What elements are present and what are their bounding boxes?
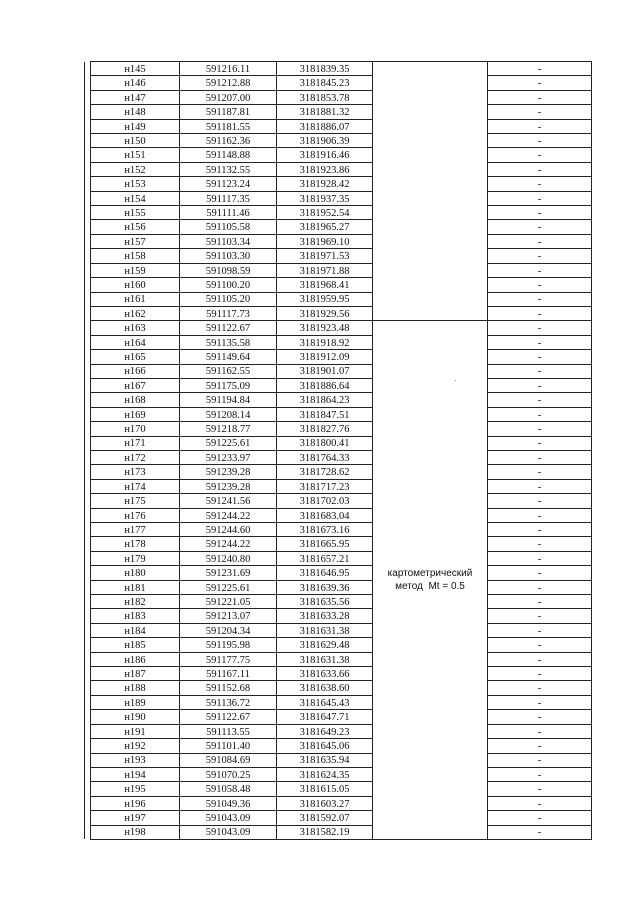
error-cell: - [488, 234, 592, 248]
x-coordinate-cell: 591239.28 [180, 465, 277, 479]
table-row [85, 508, 592, 522]
table-row [85, 90, 592, 104]
x-coordinate-cell: 591148.88 [180, 148, 277, 162]
y-coordinate-cell: 3181971.88 [277, 263, 373, 277]
y-coordinate-cell: 3181639.36 [277, 580, 373, 594]
y-coordinate-cell: 3181629.48 [277, 638, 373, 652]
x-coordinate-cell: 591122.67 [180, 710, 277, 724]
error-cell: - [488, 753, 592, 767]
point-number-cell: н187 [91, 667, 180, 681]
error-cell: - [488, 321, 592, 335]
coordinates-table [84, 61, 592, 840]
y-coordinate-cell: 3181969.10 [277, 234, 373, 248]
point-number-cell: н158 [91, 249, 180, 263]
point-number-cell: н198 [91, 825, 180, 839]
point-number-cell: н157 [91, 234, 180, 248]
table-row [85, 220, 592, 234]
error-cell: - [488, 623, 592, 637]
y-coordinate-cell: 3181881.32 [277, 105, 373, 119]
table-row [85, 263, 592, 277]
table-row [85, 811, 592, 825]
table-row [85, 609, 592, 623]
table-row [85, 234, 592, 248]
x-coordinate-cell: 591117.35 [180, 191, 277, 205]
x-coordinate-cell: 591100.20 [180, 278, 277, 292]
table-row [85, 278, 592, 292]
table-row [85, 350, 592, 364]
x-coordinate-cell: 591149.64 [180, 350, 277, 364]
error-cell: - [488, 335, 592, 349]
y-coordinate-cell: 3181728.62 [277, 465, 373, 479]
error-cell: - [488, 479, 592, 493]
error-cell: - [488, 76, 592, 90]
error-cell: - [488, 796, 592, 810]
table-row [85, 767, 592, 781]
point-number-cell: н159 [91, 263, 180, 277]
coordinates-table-body [85, 62, 592, 840]
point-number-cell: н194 [91, 767, 180, 781]
table-row [85, 479, 592, 493]
point-number-cell: н164 [91, 335, 180, 349]
table-row [85, 422, 592, 436]
table-row [85, 177, 592, 191]
point-number-cell: н169 [91, 407, 180, 421]
x-coordinate-cell: 591218.77 [180, 422, 277, 436]
error-cell: - [488, 638, 592, 652]
point-number-cell: н182 [91, 595, 180, 609]
x-coordinate-cell: 591049.36 [180, 796, 277, 810]
point-number-cell: н168 [91, 393, 180, 407]
error-cell: - [488, 119, 592, 133]
y-coordinate-cell: 3181853.78 [277, 90, 373, 104]
error-cell: - [488, 537, 592, 551]
point-number-cell: н167 [91, 378, 180, 392]
x-coordinate-cell: 591181.55 [180, 119, 277, 133]
error-cell: - [488, 90, 592, 104]
x-coordinate-cell: 591101.40 [180, 739, 277, 753]
error-cell: - [488, 206, 592, 220]
y-coordinate-cell: 3181929.56 [277, 306, 373, 320]
table-row [85, 105, 592, 119]
table-row [85, 595, 592, 609]
error-cell: - [488, 350, 592, 364]
y-coordinate-cell: 3181673.16 [277, 523, 373, 537]
x-coordinate-cell: 591208.14 [180, 407, 277, 421]
x-coordinate-cell: 591117.73 [180, 306, 277, 320]
x-coordinate-cell: 591244.22 [180, 537, 277, 551]
x-coordinate-cell: 591105.58 [180, 220, 277, 234]
y-coordinate-cell: 3181702.03 [277, 494, 373, 508]
error-cell: - [488, 580, 592, 594]
x-coordinate-cell: 591058.48 [180, 782, 277, 796]
point-number-cell: н184 [91, 623, 180, 637]
point-number-cell: н153 [91, 177, 180, 191]
x-coordinate-cell: 591212.88 [180, 76, 277, 90]
table-row [85, 523, 592, 537]
error-cell: - [488, 220, 592, 234]
x-coordinate-cell: 591162.55 [180, 364, 277, 378]
error-cell: - [488, 263, 592, 277]
y-coordinate-cell: 3181864.23 [277, 393, 373, 407]
x-coordinate-cell: 591239.28 [180, 479, 277, 493]
table-row [85, 436, 592, 450]
error-cell: - [488, 407, 592, 421]
table-row [85, 393, 592, 407]
point-number-cell: н181 [91, 580, 180, 594]
y-coordinate-cell: 3181624.35 [277, 767, 373, 781]
x-coordinate-cell: 591070.25 [180, 767, 277, 781]
table-row [85, 134, 592, 148]
x-coordinate-cell: 591167.11 [180, 667, 277, 681]
table-row [85, 537, 592, 551]
error-cell: - [488, 148, 592, 162]
error-cell: - [488, 566, 592, 580]
table-row [85, 551, 592, 565]
x-coordinate-cell: 591240.80 [180, 551, 277, 565]
y-coordinate-cell: 3181937.35 [277, 191, 373, 205]
method-cell-empty [373, 62, 488, 321]
point-number-cell: н197 [91, 811, 180, 825]
point-number-cell: н155 [91, 206, 180, 220]
table-row [85, 681, 592, 695]
point-number-cell: н150 [91, 134, 180, 148]
error-cell: - [488, 278, 592, 292]
error-cell: - [488, 681, 592, 695]
error-cell: - [488, 652, 592, 666]
error-cell: - [488, 595, 592, 609]
point-number-cell: н156 [91, 220, 180, 234]
error-cell: - [488, 450, 592, 464]
table-row [85, 378, 592, 392]
x-coordinate-cell: 591231.69 [180, 566, 277, 580]
x-coordinate-cell: 591216.11 [180, 62, 277, 76]
y-coordinate-cell: 3181959.95 [277, 292, 373, 306]
point-number-cell: н195 [91, 782, 180, 796]
point-number-cell: н189 [91, 695, 180, 709]
y-coordinate-cell: 3181635.56 [277, 595, 373, 609]
x-coordinate-cell: 591136.72 [180, 695, 277, 709]
y-coordinate-cell: 3181645.06 [277, 739, 373, 753]
error-cell: - [488, 695, 592, 709]
y-coordinate-cell: 3181638.60 [277, 681, 373, 695]
y-coordinate-cell: 3181845.23 [277, 76, 373, 90]
error-cell: - [488, 465, 592, 479]
y-coordinate-cell: 3181645.43 [277, 695, 373, 709]
x-coordinate-cell: 591103.30 [180, 249, 277, 263]
y-coordinate-cell: 3181657.21 [277, 551, 373, 565]
point-number-cell: н193 [91, 753, 180, 767]
error-cell: - [488, 508, 592, 522]
x-coordinate-cell: 591244.22 [180, 508, 277, 522]
x-coordinate-cell: 591175.09 [180, 378, 277, 392]
point-number-cell: н145 [91, 62, 180, 76]
x-coordinate-cell: 591043.09 [180, 825, 277, 839]
error-cell: - [488, 667, 592, 681]
table-row [85, 825, 592, 839]
point-number-cell: н185 [91, 638, 180, 652]
error-cell: - [488, 134, 592, 148]
table-row [85, 465, 592, 479]
point-number-cell: н149 [91, 119, 180, 133]
error-cell: - [488, 177, 592, 191]
y-coordinate-cell: 3181923.86 [277, 162, 373, 176]
y-coordinate-cell: 3181647.71 [277, 710, 373, 724]
table-row [85, 191, 592, 205]
y-coordinate-cell: 3181912.09 [277, 350, 373, 364]
table-row [85, 724, 592, 738]
x-coordinate-cell: 591225.61 [180, 436, 277, 450]
error-cell: - [488, 523, 592, 537]
y-coordinate-cell: 3181965.27 [277, 220, 373, 234]
point-number-cell: н172 [91, 450, 180, 464]
point-number-cell: н192 [91, 739, 180, 753]
error-cell: - [488, 494, 592, 508]
y-coordinate-cell: 3181906.39 [277, 134, 373, 148]
error-cell: - [488, 825, 592, 839]
point-number-cell: н154 [91, 191, 180, 205]
x-coordinate-cell: 591103.34 [180, 234, 277, 248]
x-coordinate-cell: 591195.98 [180, 638, 277, 652]
error-cell: - [488, 62, 592, 76]
y-coordinate-cell: 3181683.04 [277, 508, 373, 522]
x-coordinate-cell: 591162.36 [180, 134, 277, 148]
point-number-cell: н175 [91, 494, 180, 508]
y-coordinate-cell: 3181633.66 [277, 667, 373, 681]
table-row [85, 335, 592, 349]
error-cell: - [488, 551, 592, 565]
x-coordinate-cell: 591194.84 [180, 393, 277, 407]
y-coordinate-cell: 3181592.07 [277, 811, 373, 825]
point-number-cell: н151 [91, 148, 180, 162]
point-number-cell: н174 [91, 479, 180, 493]
y-coordinate-cell: 3181649.23 [277, 724, 373, 738]
scan-speck [455, 380, 456, 381]
table-row [85, 306, 592, 320]
x-coordinate-cell: 591123.24 [180, 177, 277, 191]
point-number-cell: н180 [91, 566, 180, 580]
y-coordinate-cell: 3181886.64 [277, 378, 373, 392]
table-row [85, 206, 592, 220]
point-number-cell: н163 [91, 321, 180, 335]
error-cell: - [488, 191, 592, 205]
y-coordinate-cell: 3181717.23 [277, 479, 373, 493]
y-coordinate-cell: 3181968.41 [277, 278, 373, 292]
y-coordinate-cell: 3181615.05 [277, 782, 373, 796]
method-label-line1: картометрический [387, 567, 473, 579]
table-row [85, 753, 592, 767]
table-row [85, 710, 592, 724]
y-coordinate-cell: 3181886.07 [277, 119, 373, 133]
table-row [85, 638, 592, 652]
x-coordinate-cell: 591113.55 [180, 724, 277, 738]
x-coordinate-cell: 591132.55 [180, 162, 277, 176]
point-number-cell: н162 [91, 306, 180, 320]
y-coordinate-cell: 3181631.38 [277, 623, 373, 637]
x-coordinate-cell: 591233.97 [180, 450, 277, 464]
table-row [85, 652, 592, 666]
x-coordinate-cell: 591244.60 [180, 523, 277, 537]
table-row [85, 667, 592, 681]
x-coordinate-cell: 591207.00 [180, 90, 277, 104]
error-cell: - [488, 378, 592, 392]
x-coordinate-cell: 591122.67 [180, 321, 277, 335]
table-row [85, 249, 592, 263]
point-number-cell: н173 [91, 465, 180, 479]
error-cell: - [488, 105, 592, 119]
point-number-cell: н177 [91, 523, 180, 537]
y-coordinate-cell: 3181918.92 [277, 335, 373, 349]
point-number-cell: н171 [91, 436, 180, 450]
x-coordinate-cell: 591187.81 [180, 105, 277, 119]
y-coordinate-cell: 3181971.53 [277, 249, 373, 263]
error-cell: - [488, 724, 592, 738]
table-row [85, 119, 592, 133]
table-row [85, 292, 592, 306]
point-number-cell: н176 [91, 508, 180, 522]
error-cell: - [488, 710, 592, 724]
error-cell: - [488, 306, 592, 320]
error-cell: - [488, 393, 592, 407]
y-coordinate-cell: 3181764.33 [277, 450, 373, 464]
error-cell: - [488, 364, 592, 378]
point-number-cell: н196 [91, 796, 180, 810]
point-number-cell: н186 [91, 652, 180, 666]
error-cell: - [488, 811, 592, 825]
table-row [85, 148, 592, 162]
point-number-cell: н146 [91, 76, 180, 90]
point-number-cell: н178 [91, 537, 180, 551]
table-row [85, 623, 592, 637]
table-row [85, 450, 592, 464]
table-row [85, 494, 592, 508]
x-coordinate-cell: 591204.34 [180, 623, 277, 637]
table-row [85, 62, 592, 76]
point-number-cell: н179 [91, 551, 180, 565]
table-row [85, 566, 592, 580]
error-cell: - [488, 739, 592, 753]
point-number-cell: н147 [91, 90, 180, 104]
error-cell: - [488, 782, 592, 796]
y-coordinate-cell: 3181633.28 [277, 609, 373, 623]
y-coordinate-cell: 3181827.76 [277, 422, 373, 436]
point-number-cell: н166 [91, 364, 180, 378]
y-coordinate-cell: 3181839.35 [277, 62, 373, 76]
x-coordinate-cell: 591043.09 [180, 811, 277, 825]
point-number-cell: н160 [91, 278, 180, 292]
y-coordinate-cell: 3181952.54 [277, 206, 373, 220]
y-coordinate-cell: 3181928.42 [277, 177, 373, 191]
table-row [85, 695, 592, 709]
y-coordinate-cell: 3181635.94 [277, 753, 373, 767]
error-cell: - [488, 292, 592, 306]
table-row [85, 364, 592, 378]
table-row [85, 321, 592, 335]
table-row [85, 782, 592, 796]
table-row [85, 739, 592, 753]
error-cell: - [488, 249, 592, 263]
y-coordinate-cell: 3181646.95 [277, 566, 373, 580]
x-coordinate-cell: 591221.05 [180, 595, 277, 609]
x-coordinate-cell: 591152.68 [180, 681, 277, 695]
y-coordinate-cell: 3181582.19 [277, 825, 373, 839]
table-row [85, 162, 592, 176]
table-row [85, 796, 592, 810]
x-coordinate-cell: 591225.61 [180, 580, 277, 594]
y-coordinate-cell: 3181916.46 [277, 148, 373, 162]
point-number-cell: н188 [91, 681, 180, 695]
y-coordinate-cell: 3181901.07 [277, 364, 373, 378]
point-number-cell: н183 [91, 609, 180, 623]
point-number-cell: н190 [91, 710, 180, 724]
x-coordinate-cell: 591241.56 [180, 494, 277, 508]
x-coordinate-cell: 591135.58 [180, 335, 277, 349]
y-coordinate-cell: 3181603.27 [277, 796, 373, 810]
x-coordinate-cell: 591111.46 [180, 206, 277, 220]
x-coordinate-cell: 591098.59 [180, 263, 277, 277]
error-cell: - [488, 609, 592, 623]
x-coordinate-cell: 591084.69 [180, 753, 277, 767]
table-row [85, 407, 592, 421]
point-number-cell: н170 [91, 422, 180, 436]
error-cell: - [488, 767, 592, 781]
error-cell: - [488, 436, 592, 450]
y-coordinate-cell: 3181800.41 [277, 436, 373, 450]
y-coordinate-cell: 3181631.38 [277, 652, 373, 666]
y-coordinate-cell: 3181847.51 [277, 407, 373, 421]
method-cell [373, 321, 488, 840]
y-coordinate-cell: 3181923.48 [277, 321, 373, 335]
x-coordinate-cell: 591105.20 [180, 292, 277, 306]
error-cell: - [488, 162, 592, 176]
point-number-cell: н165 [91, 350, 180, 364]
error-cell: - [488, 422, 592, 436]
point-number-cell: н152 [91, 162, 180, 176]
point-number-cell: н148 [91, 105, 180, 119]
table-row [85, 580, 592, 594]
method-label-line2: метод Mt = 0.5 [395, 581, 465, 593]
point-number-cell: н161 [91, 292, 180, 306]
table-row [85, 76, 592, 90]
y-coordinate-cell: 3181665.95 [277, 537, 373, 551]
x-coordinate-cell: 591213.07 [180, 609, 277, 623]
point-number-cell: н191 [91, 724, 180, 738]
x-coordinate-cell: 591177.75 [180, 652, 277, 666]
